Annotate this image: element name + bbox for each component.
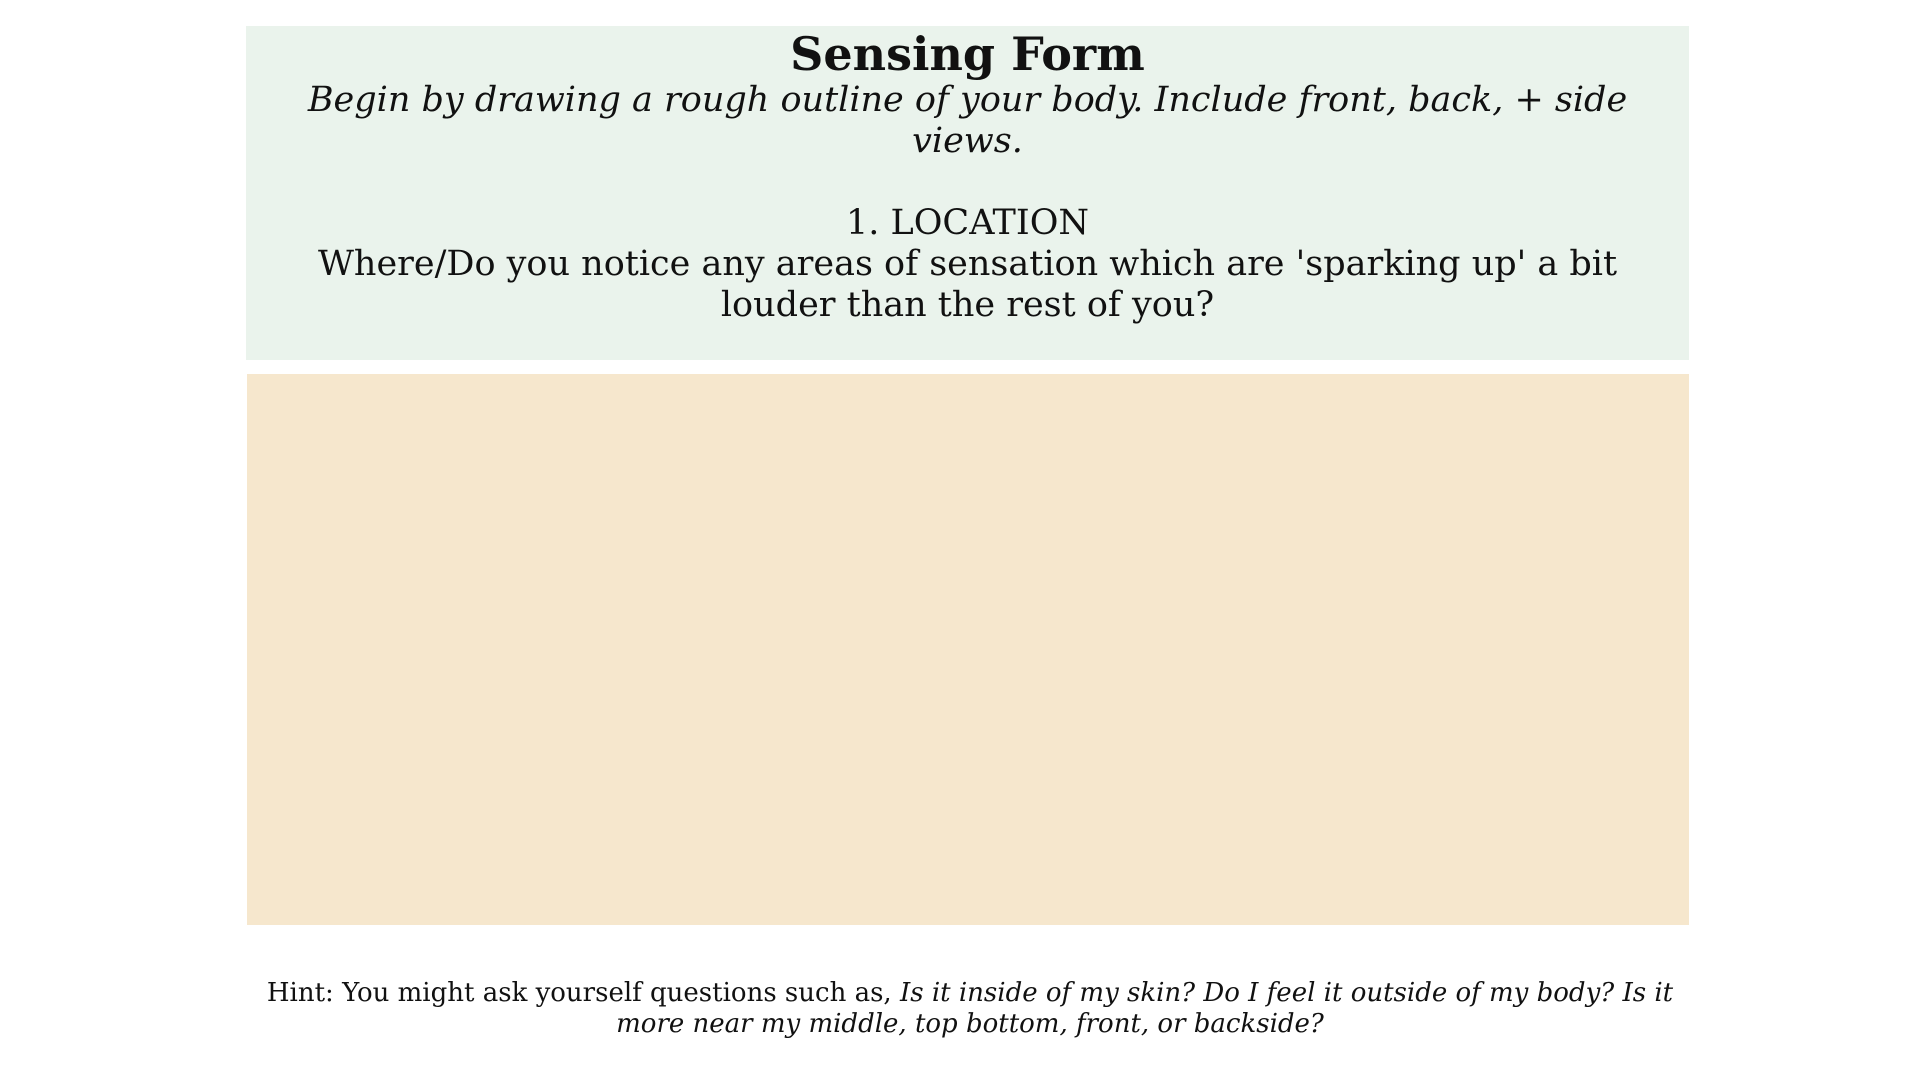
location-question: Where/Do you notice any areas of sensation which are 'sparking up' a bit louder than the rest of you? <box>317 244 1618 325</box>
hint-prefix: Hint: You might ask yourself questions such as, <box>266 978 900 1008</box>
instructions: Begin by drawing a rough outline of your body. Include front, back, + side views. <box>307 80 1628 161</box>
drawing-canvas[interactable] <box>247 374 1689 925</box>
form-header <box>246 26 1689 360</box>
section-label: 1. LOCATION <box>845 203 1090 243</box>
hint-questions: Is it inside of my skin? Do I feel it outside of my body? Is it more near my middle, top bottom, front, or backside? <box>616 978 1674 1039</box>
hint-text <box>260 978 1680 1040</box>
page-title: Sensing Form <box>790 27 1145 81</box>
